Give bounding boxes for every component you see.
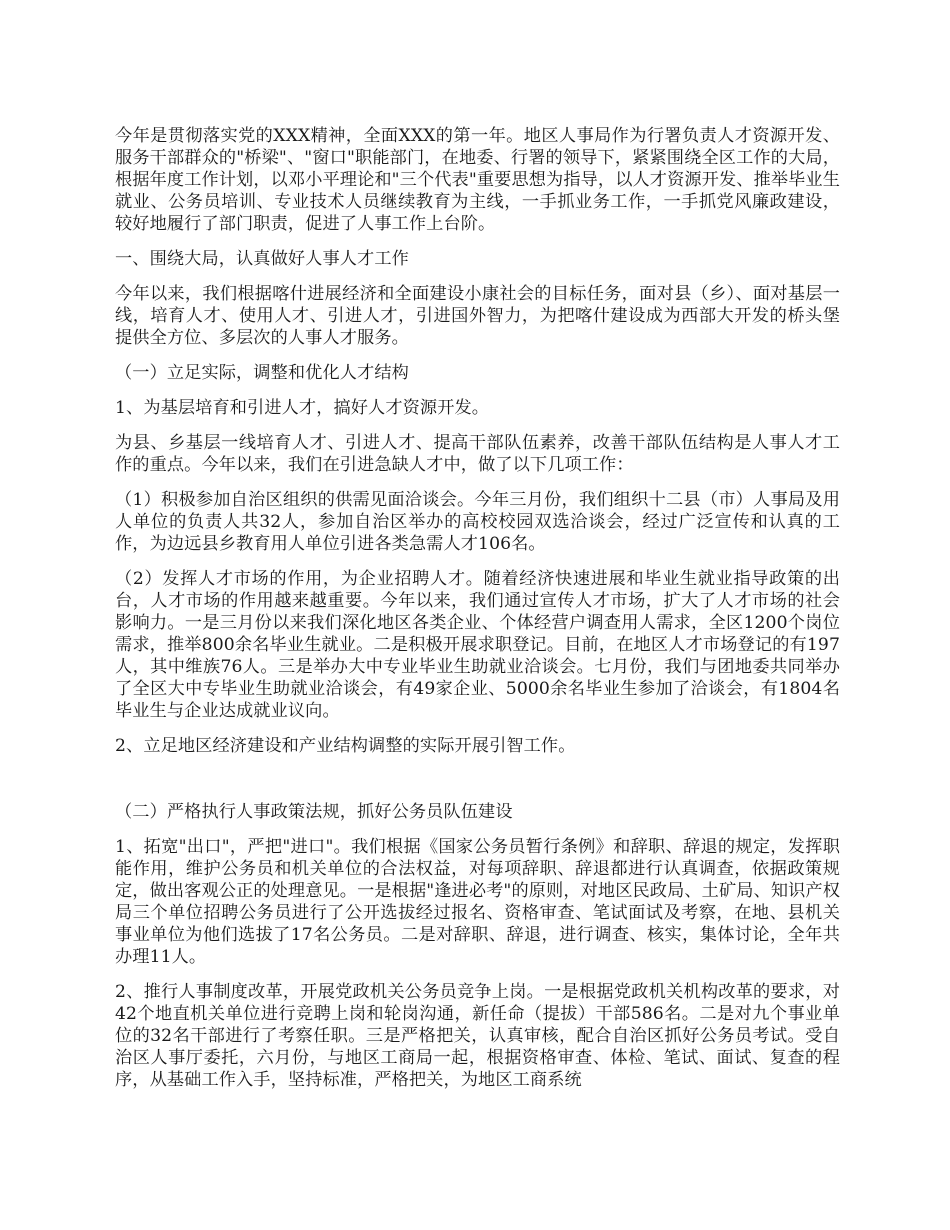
item-1-paragraph: 为县、乡基层一线培育人才、引进人才、提高干部队伍素养，改善干部队伍结构是人事人才工作的重点。今年以来，我们在引进急缺人才中，做了以下几项工作： <box>115 433 840 475</box>
section-1-intro-paragraph: 今年以来，我们根据喀什进展经济和全面建设小康社会的目标任务，面对县（乡）、面对基层一线，培育人才、使用人才、引进人才，引进国外智力，为把喀什建设成为西部大开发的桥头堡提供全方位、多层次的人事人才服务。 <box>115 284 840 348</box>
item-heading-2: 2、立足地区经济建设和产业结构调整的实际开展引智工作。 <box>115 736 576 756</box>
section-heading-1: 一、围绕大局，认真做好人事人才工作 <box>115 249 409 269</box>
item-1-point-2: （2）发挥人才市场的作用，为企业招聘人才。随着经济快速进展和毕业生就业指导政策的出台，人才市场的作用越来越重要。今年以来，我们通过宣传人才市场，扩大了人才市场的社会影响力。一是三月份以来我们深化地区各类企业、个体经营户调查用人需求，全区1200个岗位需求，推举800余名毕业生就业。二是积极开展求职登记。目前，在地区人才市场登记的有197人，其中维族76人。三是举办大中专业毕业生助就业洽谈会。七月份，我们与团地委共同举办了全区大中专毕业生助就业洽谈会，有49家企业、5000余名毕业生参加了洽谈会，有1804名毕业生与企业达成就业议向。 <box>115 569 840 721</box>
document-body <box>115 125 840 1104</box>
subsection-heading-1: （一）立足实际，调整和优化人才结构 <box>115 363 409 383</box>
subsection-2-point-2: 2、推行人事制度改革，开展党政机关公务员竞争上岗。一是根据党政机关机构改革的要求，对42个地直机关单位进行竞聘上岗和轮岗沟通，新任命（提拔）干部586名。二是对九个事业单位的32名干部进行了考察任职。三是严格把关，认真审核，配合自治区抓好公务员考试。受自治区人事厅委托，六月份，与地区工商局一起，根据资格审查、体检、笔试、面试、复查的程序，从基础工作入手，坚持标准，严格把关，为地区工商系统 <box>115 982 840 1090</box>
intro-paragraph: 今年是贯彻落实党的XXX精神，全面XXX的第一年。地区人事局作为行署负责人才资源开发、服务干部群众的"桥梁"、"窗口"职能部门，在地委、行署的领导下，紧紧围绕全区工作的大局，根据年度工作计划，以邓小平理论和"三个代表"重要思想为指导，以人才资源开发、推举毕业生就业、公务员培训、专业技术人员继续教育为主线，一手抓业务工作，一手抓党风廉政建设，较好地履行了部门职责，促进了人事工作上台阶。 <box>115 126 840 234</box>
subsection-heading-2: （二）严格执行人事政策法规，抓好公务员队伍建设 <box>115 802 513 822</box>
item-heading-1: 1、为基层培育和引进人才，搞好人才资源开发。 <box>115 398 490 418</box>
item-1-point-1: （1）积极参加自治区组织的供需见面洽谈会。今年三月份，我们组织十二县（市）人事局及用人单位的负责人共32人，参加自治区举办的高校校园双选洽谈会，经过广泛宣传和认真的工作，为边远县乡教育用人单位引进各类急需人才106名。 <box>115 490 840 554</box>
subsection-2-point-1: 1、拓宽"出口"，严把"进口"。我们根据《国家公务员暂行条例》和辞职、辞退的规定，发挥职能作用，维护公务员和机关单位的合法权益，对每项辞职、辞退都进行认真调查，依据政策规定，做出客观公正的处理意见。一是根据"逢进必考"的原则，对地区民政局、土矿局、知识产权局三个单位招聘公务员进行了公开选拔经过报名、资格审查、笔试面试及考察，在地、县机关事业单位为他们选拔了17名公务员。二是对辞职、辞退，进行调查、核实，集体讨论，全年共办理11人。 <box>115 837 840 967</box>
